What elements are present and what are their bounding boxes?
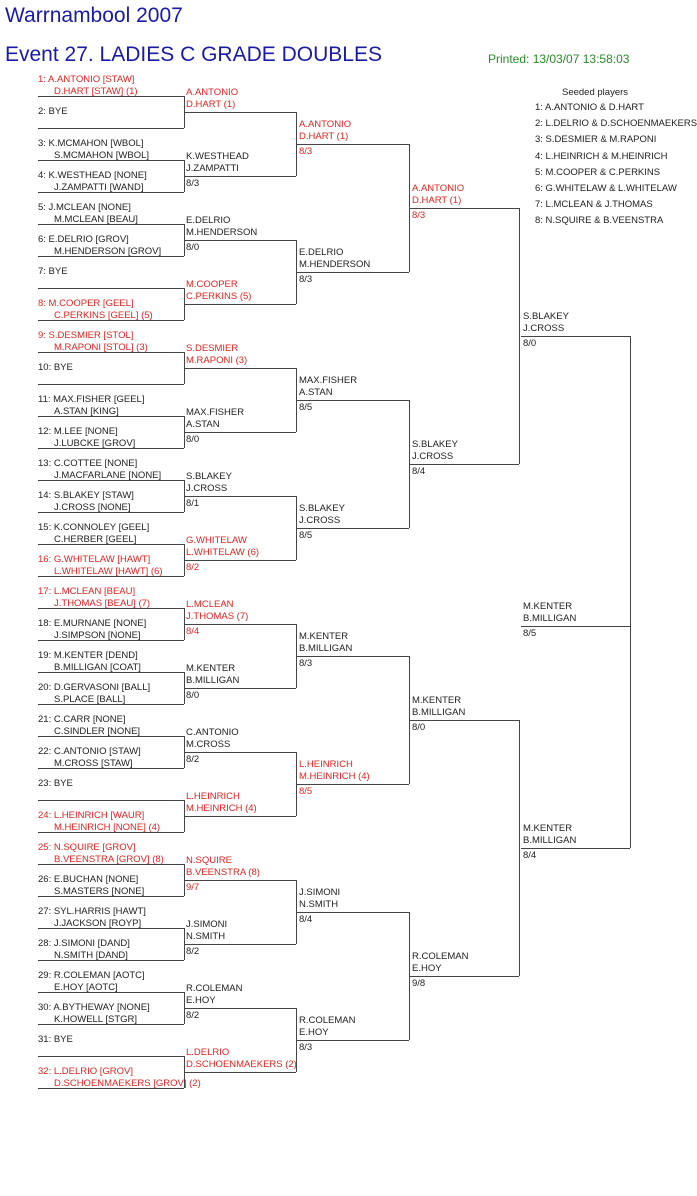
seeded-player-entry: 6: G.WHITELAW & L.WHITELAW [535,183,677,194]
round-4-player1: M.KENTER [523,823,573,834]
round-1-player2: L.WHITELAW (6) [186,547,260,558]
draw-entry-line2: J.LUBCKE [GROV] [54,438,136,449]
match-score: 8/4 [523,850,537,861]
round-2-player2: J.CROSS [299,515,341,526]
bracket-line [297,784,409,785]
round-3-player1: R.COLEMAN [412,951,469,962]
match-score: 8/5 [299,402,313,413]
bracket-line [38,896,184,897]
bracket-line [184,816,296,817]
seeded-players-title: Seeded players [562,87,629,98]
bracket-line [184,688,296,689]
draw-entry-line2: C.PERKINS [GEEL] (5) [54,310,153,321]
bracket-line [184,304,296,305]
draw-entry-line2: S.MCMAHON [WBOL] [54,150,150,161]
draw-entry-line2: J.ZAMPATTI [WAND] [54,182,144,193]
draw-entry-line2: N.SMITH [DAND] [54,950,128,961]
round-1-player2: M.CROSS [186,739,231,750]
bracket-line [297,912,409,913]
draw-entry-line1: 23: BYE [38,778,73,789]
round-2-player2: M.HENDERSON [299,259,371,270]
draw-entry-line1: 18: E.MURNANE [NONE] [38,618,147,629]
draw-entry-line2: M.RAPONI [STOL] (3) [54,342,148,353]
seeded-player-entry: 8: N.SQUIRE & B.VEENSTRA [535,215,664,227]
event-title: Event 27. LADIES C GRADE DOUBLES [5,43,382,66]
bracket-line [38,704,184,705]
draw-entry-line1: 6: E.DELRIO [GROV] [38,234,129,245]
draw-entry-line2: D.HART [STAW] (1) [54,86,138,97]
bracket-line [297,272,409,273]
bracket-line [38,576,184,577]
bracket-line [521,626,630,627]
round-1-player1: K.WESTHEAD [186,151,249,162]
draw-entry-line1: 29: R.COLEMAN [AOTC] [38,970,145,981]
round-1-player2: N.SMITH [186,931,226,942]
draw-entry-line2: K.HOWELL [STGR] [54,1014,138,1025]
bracket-line [38,192,184,193]
match-score: 8/4 [186,626,200,637]
draw-entry-line1: 10: BYE [38,362,73,373]
draw-entry-line1: 4: K.WESTHEAD [NONE] [38,170,147,181]
draw-entry-line1: 31: BYE [38,1034,73,1045]
draw-entry-line2: L.WHITELAW [HAWT] (6) [54,566,163,577]
bracket-line [38,160,184,161]
round-1-player2: B.MILLIGAN [186,675,240,686]
round-2-player2: D.HART (1) [299,131,349,142]
bracket-line [38,128,184,129]
match-score: 8/5 [299,786,313,797]
draw-entry-line1: 16: G.WHITELAW [HAWT] [38,554,151,565]
bracket-line [38,480,184,481]
match-score: 8/1 [186,498,200,509]
round-3-player1: S.BLAKEY [412,439,458,450]
bracket-line [297,656,409,657]
draw-entry-line1: 19: M.KENTER [DEND] [38,650,138,661]
bracket-line [38,800,184,801]
round-1-player2: J.THOMAS (7) [186,611,249,622]
bracket-line [410,464,519,465]
round-1-player1: L.MCLEAN [186,599,234,610]
bracket-line [521,848,630,849]
draw-entry-line2: E.HOY [AOTC] [54,982,118,993]
draw-entry-line1: 22: C.ANTONIO [STAW] [38,746,141,757]
round-1-player2: C.PERKINS (5) [186,291,252,302]
draw-entry-line1: 30: A.BYTHEWAY [NONE] [38,1002,150,1013]
round-1-player2: J.ZAMPATTI [186,163,239,174]
bracket-line [410,976,519,977]
seeded-player-entry: 4: L.HEINRICH & M.HEINRICH [535,150,668,162]
draw-entry-line1: 5: J.MCLEAN [NONE] [38,202,131,213]
round-5-player1: M.KENTER [523,601,573,612]
draw-entry-line2: M.MCLEAN [BEAU] [54,214,138,225]
round-2-player1: L.HEINRICH [299,759,353,770]
bracket-line [410,208,519,209]
round-2-player2: M.HEINRICH (4) [299,771,370,782]
round-2-player2: E.HOY [299,1027,329,1038]
draw-entry-line2: C.HERBER [GEEL] [54,534,137,545]
bracket-line [38,1056,184,1057]
bracket-line [184,624,296,625]
round-1-player2: J.CROSS [186,483,228,494]
bracket-line [38,288,184,289]
round-3-player2: D.HART (1) [412,195,462,206]
bracket-line [184,432,296,433]
seeded-player-entry: 1: A.ANTONIO & D.HART [535,102,644,113]
bracket-line [184,944,296,945]
bracket-connector [519,208,520,464]
bracket-line [38,1088,184,1089]
draw-entry-line1: 15: K.CONNOLEY [GEEL] [38,522,150,533]
round-1-player2: M.RAPONI (3) [186,355,248,366]
draw-entry-line1: 12: M.LEE [NONE] [38,426,118,437]
round-1-player1: S.BLAKEY [186,471,232,482]
match-score: 9/7 [186,882,200,893]
match-score: 8/3 [299,1042,313,1053]
round-2-player1: S.BLAKEY [299,503,345,514]
bracket-line [38,416,184,417]
round-1-player1: E.DELRIO [186,215,231,226]
bracket-line [184,1072,296,1073]
draw-entry-line1: 26: E.BUCHAN [NONE] [38,874,139,885]
match-score: 8/0 [523,338,537,349]
bracket-line [38,992,184,993]
round-1-player1: M.KENTER [186,663,236,674]
match-score: 8/4 [299,914,313,925]
draw-entry-line1: 20: D.GERVASONI [BALL] [38,682,151,693]
match-score: 8/0 [186,434,200,445]
printed-timestamp: Printed: 13/03/07 13:58:03 [488,52,630,66]
round-2-player2: B.MILLIGAN [299,643,353,654]
draw-entry-line1: 9: S.DESMIER [STOL] [38,330,134,341]
bracket-line [184,880,296,881]
match-score: 8/2 [186,1010,200,1021]
match-score: 9/8 [412,978,426,989]
draw-entry-line2: S.PLACE [BALL] [54,694,126,705]
bracket-line [184,240,296,241]
draw-entry-line2: J.THOMAS [BEAU] (7) [54,598,151,609]
match-score: 8/2 [186,754,200,765]
draw-entry-line1: 1: A.ANTONIO [STAW] [38,74,135,85]
seeded-player-entry: 2: L.DELRIO & D.SCHOENMAEKERS [535,118,697,130]
bracket-line [521,336,630,337]
bracket-line [38,928,184,929]
bracket-line [297,144,409,145]
round-1-player2: B.VEENSTRA (8) [186,867,260,878]
bracket-line [38,96,184,97]
match-score: 8/0 [186,242,200,253]
round-4-player2: B.MILLIGAN [523,835,577,846]
round-1-player1: L.DELRIO [186,1047,230,1058]
draw-entry-line2: J.JACKSON [ROYP] [54,918,142,929]
match-score: 8/2 [186,946,200,957]
seeded-player-entry: 7: L.MCLEAN & J.THOMAS [535,199,653,211]
round-3-player2: E.HOY [412,963,442,974]
round-1-player2: D.SCHOENMAEKERS (2) [186,1059,297,1070]
draw-entry-line2: B.VEENSTRA [GROV] (8) [54,854,164,865]
draw-entry-line2: M.HENDERSON [GROV] [54,246,162,257]
seeded-player-entry: 5: M.COOPER & C.PERKINS [535,166,661,178]
round-1-player1: MAX.FISHER [186,407,245,418]
draw-entry-line2: M.HEINRICH [NONE] (4) [54,822,161,833]
draw-entry-line1: 17: L.MCLEAN [BEAU] [38,586,136,597]
bracket-line [184,560,296,561]
round-1-player1: R.COLEMAN [186,983,243,994]
draw-entry-line1: 11: MAX.FISHER [GEEL] [38,394,145,405]
round-1-player1: A.ANTONIO [186,87,239,98]
round-2-player1: A.ANTONIO [299,119,352,130]
draw-entry-line1: 14: S.BLAKEY [STAW] [38,490,134,501]
bracket-line [38,384,184,385]
round-2-player2: A.STAN [299,387,333,398]
round-1-player1: N.SQUIRE [186,855,232,866]
bracket-line [38,832,184,833]
round-3-player2: J.CROSS [412,451,454,462]
bracket-line [38,1024,184,1025]
bracket-line [297,400,409,401]
bracket-line [38,544,184,545]
match-score: 8/4 [412,466,426,477]
draw-entry-line1: 21: C.CARR [NONE] [38,714,126,725]
match-score: 8/3 [412,210,426,221]
bracket-line [297,528,409,529]
match-score: 8/0 [186,690,200,701]
draw-entry-line1: 3: K.MCMAHON [WBOL] [38,138,144,149]
match-score: 8/0 [412,722,426,733]
seeded-player-entry: 3: S.DESMIER & M.RAPONI [535,134,657,146]
tournament-title: Warrnambool 2007 [5,4,183,27]
draw-entry-line1: 7: BYE [38,266,68,277]
round-1-player1: L.HEINRICH [186,791,240,802]
bracket-line [38,768,184,769]
round-1-player1: J.SIMONI [186,919,228,930]
bracket-line [184,112,296,113]
bracket-line [184,496,296,497]
draw-entry-line2: M.CROSS [STAW] [54,758,133,769]
round-1-player1: M.COOPER [186,279,238,290]
bracket-line [410,720,519,721]
bracket-line [184,1008,296,1009]
bracket-line [38,672,184,673]
bracket-line [184,752,296,753]
round-4-player2: J.CROSS [523,323,565,334]
round-3-player1: A.ANTONIO [412,183,465,194]
bracket-line [38,352,184,353]
round-2-player1: M.KENTER [299,631,349,642]
draw-entry-line2: A.STAN [KING] [54,406,119,417]
bracket-line [38,864,184,865]
round-1-player1: G.WHITELAW [186,535,247,546]
bracket-line [38,736,184,737]
bracket-line [184,368,296,369]
match-score: 8/3 [186,178,200,189]
bracket-line [38,640,184,641]
draw-entry-line2: J.MACFARLANE [NONE] [54,470,162,481]
bracket-line [38,256,184,257]
match-score: 8/2 [186,562,200,573]
round-2-player1: R.COLEMAN [299,1015,356,1026]
bracket-line [297,1040,409,1041]
match-score: 8/3 [299,658,313,669]
round-2-player1: J.SIMONI [299,887,341,898]
draw-entry-line1: 32: L.DELRIO [GROV] [38,1066,134,1077]
draw-entry-line2: D.SCHOENMAEKERS [GROV] (2) [54,1078,201,1089]
match-score: 8/5 [299,530,313,541]
bracket-line [38,448,184,449]
draw-entry-line2: J.CROSS [NONE] [54,502,131,513]
round-1-player2: M.HEINRICH (4) [186,803,257,814]
bracket-line [38,608,184,609]
bracket-line [38,512,184,513]
round-1-player1: S.DESMIER [186,343,239,354]
bracket-line [38,960,184,961]
match-score: 8/3 [299,274,313,285]
bracket-connector [630,336,631,848]
draw-entry-line1: 28: J.SIMONI [DAND] [38,938,130,949]
bracket-line [38,320,184,321]
draw-entry-line2: S.MASTERS [NONE] [54,886,145,897]
bracket-line [184,176,296,177]
round-3-player2: B.MILLIGAN [412,707,466,718]
round-4-player1: S.BLAKEY [523,311,569,322]
round-2-player2: N.SMITH [299,899,339,910]
round-1-player2: D.HART (1) [186,99,236,110]
draw-entry-line1: 27: SYL.HARRIS [HAWT] [38,906,146,917]
draw-entry-line1: 25: N.SQUIRE [GROV] [38,842,136,853]
draw-entry-line1: 13: C.COTTEE [NONE] [38,458,138,469]
round-1-player2: M.HENDERSON [186,227,258,238]
round-2-player1: E.DELRIO [299,247,344,258]
bracket-line [38,224,184,225]
match-score: 8/3 [299,146,313,157]
bracket-connector [519,720,520,976]
round-1-player1: C.ANTONIO [186,727,239,738]
draw-entry-line2: J.SIMPSON [NONE] [54,630,141,641]
draw-entry-line2: B.MILLIGAN [COAT] [54,662,141,673]
round-1-player2: E.HOY [186,995,216,1006]
draw-entry-line1: 2: BYE [38,106,68,117]
draw-entry-line1: 24: L.HEINRICH [WAUR] [38,810,145,821]
round-3-player1: M.KENTER [412,695,462,706]
round-5-player2: B.MILLIGAN [523,613,577,624]
draw-entry-line1: 8: M.COOPER [GEEL] [38,298,134,309]
round-1-player2: A.STAN [186,419,220,430]
match-score: 8/5 [523,628,537,639]
round-2-player1: MAX.FISHER [299,375,358,386]
draw-entry-line2: C.SINDLER [NONE] [54,726,141,737]
